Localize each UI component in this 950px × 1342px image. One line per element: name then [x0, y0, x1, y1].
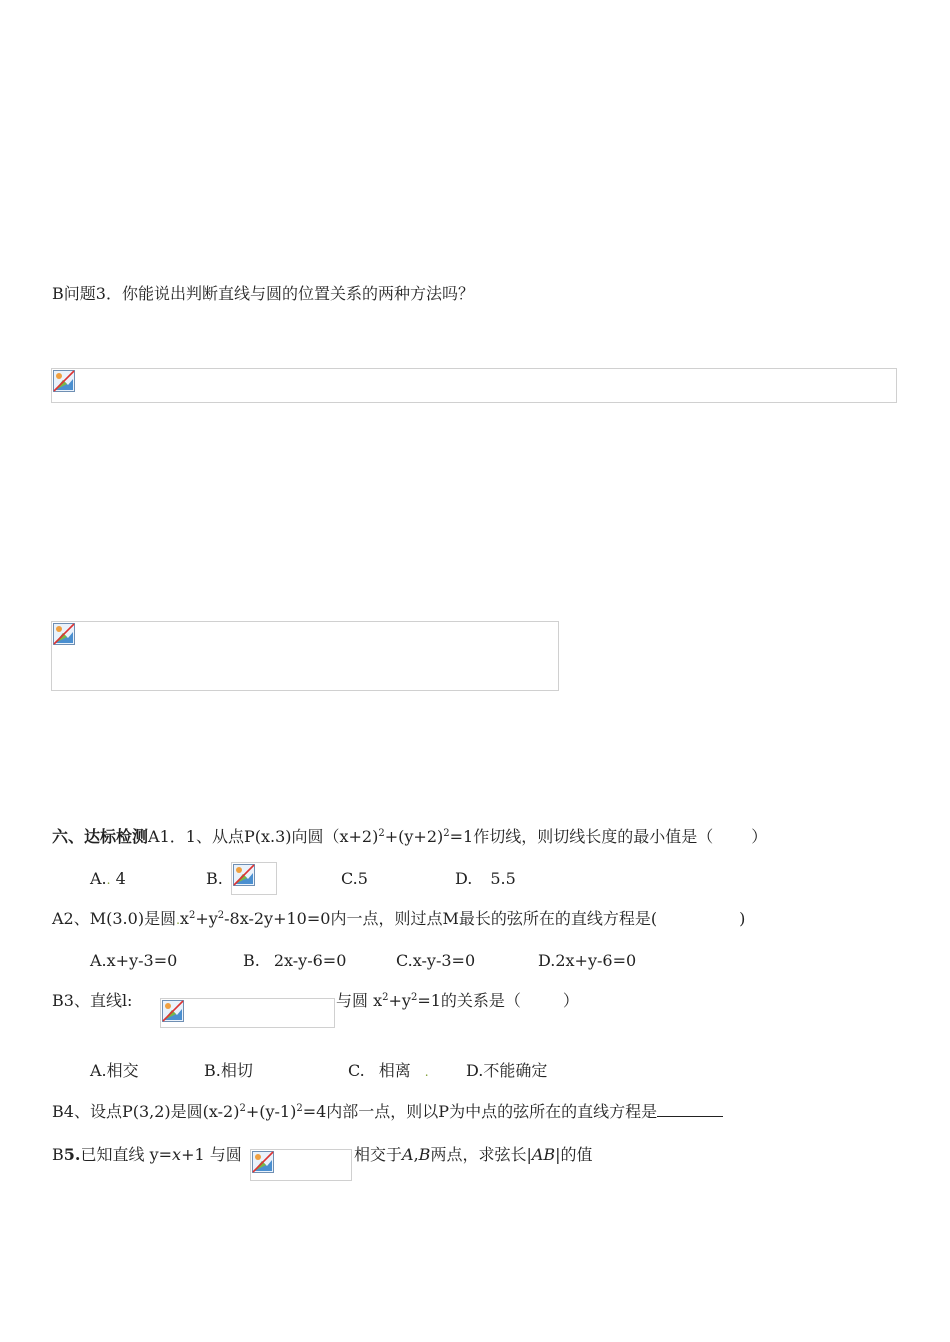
b5-prefix: B — [52, 1145, 64, 1164]
b3-option-b: B.相切 — [204, 1061, 253, 1080]
a2-text-e: -8x-2y+10=0内一点，则过点M最长的弦所在的直线方程是( — [224, 909, 658, 928]
b4-text-b: +(y-1) — [245, 1102, 297, 1121]
a2-paren-close: ) — [739, 909, 746, 928]
a2-option-d: D.2x+y-6=0 — [538, 951, 637, 970]
b5-text-c: 相交于 — [354, 1145, 403, 1164]
b5-circle-equation-image — [250, 1149, 352, 1181]
marker-dot: . — [176, 913, 180, 927]
b5-point-a: A — [402, 1145, 414, 1164]
a2-text-d: +y — [195, 909, 218, 928]
a1-sup1: 2 — [378, 828, 385, 839]
b4-sup2: 2 — [296, 1103, 303, 1114]
a2-text-c: x — [179, 909, 189, 928]
b3-option-d: D.不能确定 — [466, 1061, 548, 1080]
a2-sup1: 2 — [188, 910, 196, 921]
a1-option-b-label: B. — [206, 869, 223, 888]
question-b5-prefix — [52, 1144, 242, 1166]
broken-image-icon — [233, 864, 255, 886]
b5-text-a: 已知直线 — [80, 1145, 145, 1164]
b4-text-a: B4、设点P(3,2)是圆(x-2) — [52, 1102, 240, 1121]
image-placeholder-1 — [51, 368, 897, 403]
b5-point-b: B — [418, 1145, 431, 1164]
b5-eq-y: y — [149, 1145, 159, 1164]
a1-option-d-label: D. — [455, 869, 473, 888]
b3-line-equation-image — [160, 998, 335, 1028]
question-b3-rest — [336, 990, 579, 1012]
question-b3-prefix: B3、直线l: — [52, 991, 133, 1010]
broken-image-icon — [162, 1000, 184, 1022]
b5-text-b: 与圆 — [209, 1145, 242, 1164]
b5-ab: AB — [531, 1145, 556, 1164]
b3-option-a: A.相交 — [90, 1061, 139, 1080]
a1-text-c: =1作切线，则切线长度的最小值是（ — [449, 827, 714, 846]
a1-prefix: A1． — [148, 827, 186, 846]
b3-option-c-label: C. — [348, 1061, 365, 1080]
a1-sup2: 2 — [443, 828, 450, 839]
a1-option-a-value: 4 — [115, 869, 126, 888]
b5-eq-x: x — [172, 1145, 182, 1164]
a1-paren-close: ） — [751, 827, 768, 846]
question-a1 — [52, 826, 767, 848]
a1-option-d — [455, 868, 516, 890]
b5-comma: , — [413, 1145, 419, 1164]
b3-paren-close: ） — [562, 991, 579, 1010]
b5-eq-eq: = — [158, 1145, 173, 1164]
b3-text-d: =1的关系是（ — [417, 991, 521, 1010]
a2-option-b-value: 2x-y-6=0 — [273, 951, 347, 970]
b-question-3: B问题3．你能说出判断直线与圆的位置关系的两种方法吗？ — [52, 284, 474, 303]
broken-image-icon — [53, 623, 75, 645]
a1-text-a: 1、从点P(x.3)向圆（x+2) — [185, 827, 379, 846]
b3-option-c — [348, 1060, 429, 1083]
b3-option-c-value: 相离 — [378, 1061, 411, 1080]
answer-blank — [657, 1102, 723, 1117]
marker-dot: . — [106, 873, 111, 887]
a1-option-b-image — [231, 862, 277, 895]
a2-sup2: 2 — [217, 910, 225, 921]
a2-option-b — [243, 950, 346, 972]
question-a2 — [52, 908, 745, 931]
a1-option-a — [90, 868, 126, 891]
question-b5-rest — [354, 1144, 593, 1166]
a1-option-d-value: 5.5 — [490, 869, 516, 888]
b3-sup2: 2 — [410, 992, 418, 1003]
a1-text-b: +(y+2) — [384, 827, 444, 846]
b5-eq-plus: +1 — [181, 1145, 205, 1164]
b4-sup1: 2 — [239, 1103, 246, 1114]
section-title: 六、达标检测 — [52, 827, 149, 846]
question-b4 — [52, 1101, 723, 1123]
broken-image-icon — [53, 370, 75, 392]
b5-text-d: 两点，求弦长| — [430, 1145, 532, 1164]
b3-sup1: 2 — [382, 992, 389, 1003]
b3-text-b: 与圆 x — [336, 991, 383, 1010]
marker-dot: . — [424, 1065, 429, 1079]
b3-text-c: +y — [388, 991, 411, 1010]
a2-option-b-label: B. — [243, 951, 260, 970]
a1-option-a-label: A. — [90, 869, 107, 888]
broken-image-icon — [252, 1151, 274, 1173]
a2-text-b: 0)是圆 — [127, 909, 177, 928]
b4-text-c: =4内部一点，则以P为中点的弦所在的直线方程是 — [302, 1102, 658, 1121]
a1-option-b — [206, 868, 223, 890]
a2-text-a: A2、M(3. — [52, 909, 128, 928]
a2-option-c: C.x-y-3=0 — [396, 951, 476, 970]
a1-option-c: C.5 — [341, 869, 368, 888]
b5-num: 5. — [63, 1145, 81, 1164]
image-placeholder-2 — [51, 621, 559, 691]
b5-text-e: |的值 — [555, 1145, 593, 1164]
a2-option-a: A.x+y-3=0 — [90, 951, 178, 970]
